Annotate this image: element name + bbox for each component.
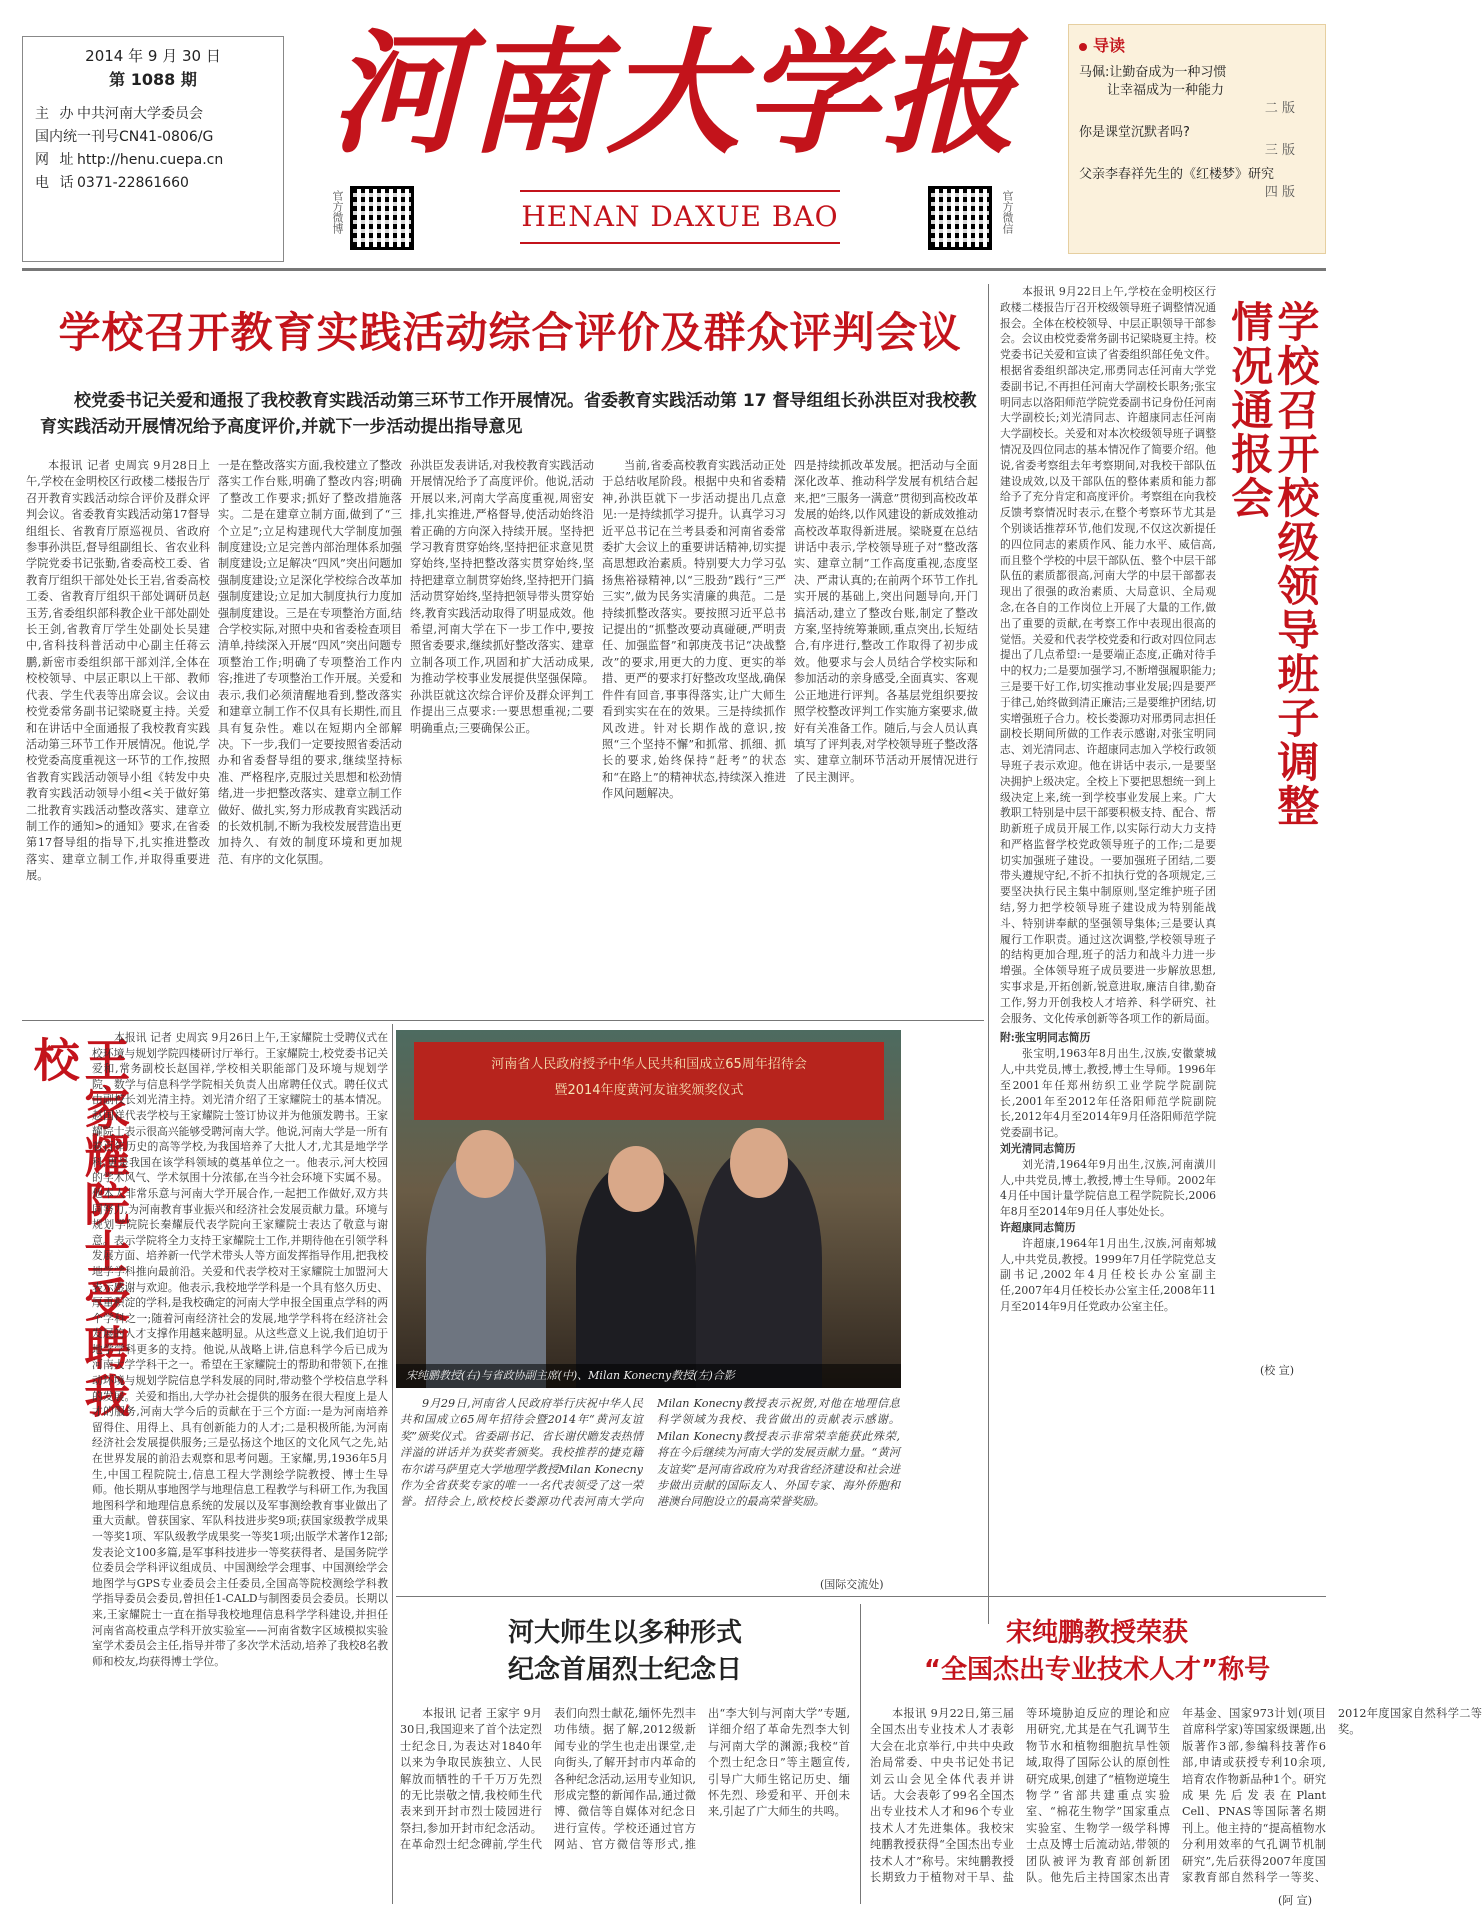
main-column: 本报讯 记者 史周宾 9月28日上午,学校在金明校区行政楼二楼报告厅召开教育实践活动综合评价及群众评判会议。省委教育实践活动第17督导组组长、省教育厅原巡视员、省政府参事孙洪臣,督导组副组长、省农业科学院党委书记张勤,省委高校工委、省教育厅组织干部处处长王岩,省委高校工委、省教育厅组织干部处调研员赵玉芳,省委组织部科教企业干部处副处长王剑,省教育厅学生处副处长吴建中,省科技科普活动中心副主任蒋云鹏,新密市委组织部干部刘洋,全体在校校领导、中层正职以上干部、教师代表、学生代表等出席会议。会议由校党委常务副书记梁晓夏主持。关爱和在讲话中全面通报了我校教育实践活动第三环节工作开展情况。他说,学校党委高度重视这一环节的工作,按照省教育实践活动领导小组《转发中央教育实践活动领导小组<关于做好第二批教育实践活动整改落实、建章立制工作的通知>的通知》要求,在省委第17督导组的指导下,扎实推进整改落实、建章立制工作,并取得重要进展。 xyxy=(26,459,210,883)
masthead-info-box xyxy=(22,36,284,262)
issue-number: 第 1088 期 xyxy=(109,70,197,89)
info-row: 网 址http://henu.cuepa.cn xyxy=(35,152,224,168)
photo-story-body: 9月29日,河南省人民政府举行庆祝中华人民共和国成立65周年招待会暨2014年“黄河友谊奖”颁奖仪式。省委副书记、省长谢伏瞻发表热情洋溢的讲话并为获奖者颁奖。我校推荐的捷克籍布尔诺马萨里克大学地理学教授Milan Konecny作为全省获奖专家的唯一一名代表领受了这一荣誉。招待会上,欧校校长娄源功代表河南大学向Milan Konecny教授表示祝贺,对他在地理信息科学领域为我校、我省做出的贡献表示感谢。Milan Konecny教授表示非常荣幸能获此殊荣,将在今后继续为河南大学的发展贡献力量。“黄河友谊奖”是河南省政府为对我省经济建设和社会进步做出贡献的国际友人、外国专家、海外侨胞和港澳台同胞设立的最高荣誉奖励。 xyxy=(400,1397,900,1509)
guide-item[interactable]: 马佩:让勤奋成为一种习惯 让幸福成为一种能力 二 版 xyxy=(1079,65,1295,116)
martyr-headline: 河大师生以多种形式 纪念首届烈士纪念日 xyxy=(507,1618,742,1685)
wechat-qr-code-icon[interactable] xyxy=(928,186,992,250)
info-row: 电 话0371-22861660 xyxy=(35,175,189,191)
main-subhead: 校党委书记关爱和通报了我校教育实践活动第三环节工作开展情况。省委教育实践活动第 17 督导组组长孙洪臣对我校教育实践活动开展情况给予高度评价,并就下一步活动提出指导意见 xyxy=(40,391,977,437)
column-divider xyxy=(860,1604,861,1904)
bio-title: 刘光清同志简历 xyxy=(1000,1142,1076,1156)
bio-text: 许超康,1964年1月出生,汉族,河南郏城人,中共党员,教授。1999年7月任学院党总支副书记,2002年4月任校长办公室副主任,2007年4月任校长办公室主任,2008年11月至2014年9月任党政办公室主任。 xyxy=(1000,1236,1216,1313)
guide-item[interactable]: 父亲李春祥先生的《红楼梦》研究 四 版 xyxy=(1079,167,1295,200)
guide-item[interactable]: 你是课堂沉默者吗? 三 版 xyxy=(1079,125,1295,158)
person-center-head xyxy=(608,1146,664,1212)
info-row: 国内统一刊号CN41-0806/G xyxy=(35,129,214,145)
main-column: 当前,省委高校教育实践活动正处于总结收尾阶段。根据中央和省委精神,孙洪臣就下一步活动提出几点意见:一是持续抓学习提升。认真学习习近平总书记在兰考县委和河南省委常委扩大会议上的重要讲话精神,切实提高思想政治素质。特别要大力学习弘扬焦裕禄精神,以“三股劲”践行“三严三实”,做为民务实清廉的典范。二是持续抓整改落实。要按照习近平总书记提出的“抓整改要动真碰硬,严明责任、加强监督”和郭庚茂书记“决战整改”的要求,用更大的力度、更实的举措、更严的要求打好整改攻坚战,确保件件有回音,事事得落实,让广大师生看到实实在在的效果。三是持续抓作风改进。针对长期作战的意识,按照“三个坚持不懈”和抓常、抓细、抓长的要求,始终保持“赶考”的状态和“在路上”的精神状态,持续深入推进作风问题解决。 xyxy=(602,459,786,801)
bio-title: 许超康同志简历 xyxy=(1000,1221,1076,1235)
section-divider xyxy=(22,1020,984,1021)
column-divider xyxy=(392,1024,393,1904)
photo-caption: 宋纯鹏教授(右)与省政协副主席(中)、Milan Konecny教授(左)合影 xyxy=(396,1364,901,1388)
pin-icon xyxy=(1079,43,1087,51)
award-body: 本报讯 9月22日,第三届全国杰出专业技术人才表彰大会在北京举行,中共中央政治局常委、中央书记处书记刘云山会见全体代表并讲话。大会表彰了99名全国杰出专业技术人才和96个专业技术人才先进集体。我校宋纯鹏教授获得“全国杰出专业技术人才”称号。宋纯鹏教授长期致力于植物对干旱、盐等环境胁迫反应的理论和应用研究,尤其是在气孔调节生物节水和植物细胞抗旱性领域,取得了国际公认的原创性研究成果,创建了“植物逆境生物学”省部共建重点实验室、“棉花生物学”国家重点实验室、生物学一级学科博士点及博士后流动站,带领的团队被评为教育部创新团队。他先后主持国家杰出青年基金、国家973计划(项目首席科学家)等国家级课题,出版著作3部,参编科技著作6部,申请或获授专利10余项,培育农作物新品种1个。研究成果先后发表在Plant Cell、PNAS等国际著名期刊上。他主持的“提高植物水分利用效率的气孔调节机制研究”,先后获得2007年度国家教育部自然科学一等奖、2012年度国家自然科学二等奖。 xyxy=(870,1707,1482,1885)
guide-box xyxy=(1068,24,1326,254)
bio-text: 刘光清,1964年9月出生,汉族,河南潢川人,中共党员,博士,教授,博士生导师。2002年4月任中国计量学院信息工程学院院长,2006年8月至2014年9月任人事处处长。 xyxy=(1000,1157,1216,1219)
guide-title: 导读 xyxy=(1079,33,1315,56)
section-divider xyxy=(396,1596,1326,1597)
main-column: 四是持续抓改革发展。把活动与全面深化改革、推动科学发展有机结合起来,把“三服务一满意”贯彻到高校改革发展的始终,以作风建设的新成效推动高校改革取得新进展。梁晓夏在总结讲话中表示,学校领导班子对“整改落实、建章立制”工作高度重视,态度坚决、严肃认真的;在前两个环节工作扎实开展的基础上,突出问题导向,开门搞活动,建立了整改台账,制定了整改方案,坚持统筹兼顾,重点突出,长短结合,有序进行,整改工作取得了初步成效。他要求与会人员结合学校实际和参加活动的亲身感受,全面真实、客观公正地进行评判。各基层党组织要按照学校整改评判工作实施方案要求,做好有关准备工作。随后,与会人员认真填写了评判表,对学校领导班子整改落实、建章立制环节活动开展情况进行了民主测评。 xyxy=(794,459,978,784)
newspaper-masthead-title: 河南大学报 xyxy=(330,14,1021,172)
issue-date: 2014 年 9 月 30 日 xyxy=(85,47,221,65)
masthead-rule xyxy=(520,190,840,192)
person-left-head xyxy=(456,1130,514,1198)
qr-label-wechat: 官方微信 xyxy=(1001,190,1014,234)
right-story-headline: 学校召开校级领导班子调整情况通报会 xyxy=(1225,300,1321,828)
bio-title: 附:张宝明同志简历 xyxy=(1000,1031,1091,1045)
info-row: 主 办中共河南大学委员会 xyxy=(35,106,203,122)
byline: (校 宣) xyxy=(1260,1364,1295,1377)
masthead-divider xyxy=(22,268,1326,271)
person-right-head xyxy=(730,1128,788,1198)
award-photo xyxy=(396,1030,901,1388)
bio-text: 张宝明,1963年8月出生,汉族,安徽蒙城人,中共党员,博士,教授,博士生导师。1996年至2001年任郑州纺织工业学院学院副院长,2001年至2012年任洛阳师范学院副院长,2012年4月至2014年9月任洛阳师范学院党委副书记。 xyxy=(1000,1047,1216,1140)
martyr-body: 本报讯 记者 王家宇 9月30日,我国迎来了首个法定烈士纪念日,为表达对1840年以来为争取民族独立、人民解放而牺牲的千千万万先烈的无比崇敬之情,我校师生代表来到开封市烈士陵园进行祭扫,参加开封市纪念活动。在革命烈士纪念碑前,学生代表们向烈士献花,缅怀先烈丰功伟绩。据了解,2012级新闻专业的学生也走出课堂,走向街头,了解开封市内革命的各种纪念活动,运用专业知识,形成完整的新闻作品,通过微博、微信等自媒体对纪念日进行宣传。学校还通过官方网站、官方微信等形式,推出“李大钊与河南大学”专题,详细介绍了革命先烈李大钊与河南大学的渊源;我校“首个烈士纪念日”等主题宣传,引导广大师生铭记历史、缅怀先烈、珍爱和平、开创未来,引起了广大师生的共鸣。 xyxy=(400,1707,850,1852)
qr-label-weibo: 官方微博 xyxy=(331,190,344,234)
left-story-headline: 王家耀院士受聘我校 xyxy=(26,1036,132,1420)
column-divider xyxy=(988,284,989,1624)
byline: (国际交流处) xyxy=(820,1578,884,1591)
byline: (阿 宣) xyxy=(1278,1894,1313,1907)
left-story-body: 本报讯 记者 史周宾 9月26日上午,王家耀院士受聘仪式在校环境与规划学院四楼研讨厅举行。王家耀院士,校党委书记关爱和,常务副校长赵国祥,学校相关职能部门及环境与规划学院、数学与信息科学学院相关负责人出席聘任仪式。聘任仪式由副校长刘光清主持。刘光清介绍了王家耀院士的基本情况。赵国祥代表学校与王家耀院士签订协议并为他颁发聘书。王家耀院士表示很高兴能够受聘河南大学。他说,河南大学是一所有着百年历史的高等学校,为我国培养了大批人才,尤其是地学学科,更是我国在该学科领域的奠基单位之一。他表示,河大校园的学术风气、学术氛围十分浓郁,在当今社会环境下实属不易。他本人非常乐意与河南大学开展合作,一起把工作做好,双方共同努力,为河南教育事业振兴和经济社会发展贡献力量。环境与规划学院院长秦耀辰代表学院向王家耀院士表达了敬意与谢意。表示学院将全力支持王家耀院士工作,并期待他在引领学科发展方面、培养新一代学术带头人等方面发挥指导作用,把我校地学学科推向最前沿。关爱和代表学校对王家耀院士加盟河大表示感谢与欢迎。他表示,我校地学学科是一个具有悠久历史、厚重积淀的学科,是我校确定的河南大学申报全国重点学科的两个学科之一;随着河南经济社会的发展,地学学科将在经济社会发展的人才支撑作用越来越明显。从这些意义上说,我们迫切于地学学科更多的支持。他说,从战略上讲,信息科学今后已成为河南大学学科干之一。希望在王家耀院士的帮助和带领下,在推动环境与规划学院信息学科发展的同时,带动整个学校信息学科的发展。关爱和指出,大学办社会提供的服务在很大程度上是人才的服务,河南大学今后的贡献在于三个方面:一是为河南培养留得住、用得上、具有创新能力的人才;二是积极所能,为河南经济社会发展提供服务;三是弘扬这个地区的文化风气之先,站在世界发展的前沿去观察和思考问题。王家耀,男,1936年5月生,中国工程院院士,信息工程大学测绘学院教授、博士生导师。他长期从事地图学与地理信息工程教学与科研工作,为我国地图科学和地理信息系统的发展以及军事测绘教育事业做出了重大贡献。曾获国家、军队科技进步奖9项;获国家级教学成果一等奖1项、军队级教学成果奖一等奖1项;出版学术著作12部;发表论文100多篇,是军事科技进步一等奖获得者、是国务院学位委员会学科评议组成员、中国测绘学会理事、中国测绘学会地图学与GPS专业委员会主任委员,全国高等院校测绘学科教学指导委员会委员,曾担任1-CALD与制图委员会委员。长期以来,王家耀院士一直在指导我校地理信息科学学科建设,并担任河南省高校重点学科开放实验室——河南省数字区域模拟实验室学术委员会主任,指导并带了多次学术活动,培养了我校8名教师和校友,均获得博士学位。 xyxy=(92,1031,388,1668)
main-column: 孙洪臣发表讲话,对我校教育实践活动开展情况给予了高度评价。他说,活动开展以来,河南大学高度重视,周密安排,扎实推进,严格督导,使活动始终沿着正确的方向深入持续开展。坚持把学习教育贯穿始终,坚持把征求意见贯穿始终,坚持把整改落实贯穿始终,坚持把建章立制贯穿始终,坚持把开门搞活动贯穿始终,坚持把领导带头贯穿始终,教育实践活动取得了明显成效。他希望,河南大学在下一步工作中,要按照省委要求,继续抓好整改落实、建章立制各项工作,巩固和扩大活动成果,为推动学校事业发展提供坚强保障。孙洪臣就这次综合评价及群众评判工作提出三点要求:一要思想重视;二要明确重点;三要确保公正。 xyxy=(410,459,594,735)
main-column: 一是在整改落实方面,我校建立了整改落实工作台账,明确了整改内容;明确了整改工作要求;抓好了整改措施落实。二是在建章立制方面,做到了“三个立足”;立足构建现代大学制度加强制度建设;立足完善内部治理体系加强制度建设;立足解决“四风”突出问题加强制度建设;立足深化学校综合改革加强制度建设;立足加大制度执行力度加强制度建设。三是在专项整治方面,结合学校实际,对照中央和省委检查项目清单,持续深入开展“四风”突出问题专项整治工作;明确了专项整治工作内容;推进了专项整治工作开展。关爱和表示,我们必须清醒地看到,整改落实和建章立制工作不仅具有长期性,而且具有复杂性。难以在短期内全部解决。下一步,我们一定要按照省委活动办和省委督导组的要求,继续坚持标准、严格程序,克服过关思想和松劲情绪,进一步把整改落实、建章立制工作做好、做扎实,努力形成教育实践活动的长效机制,不断为我校发展营造出更加持久、有效的制度环境和更加规范、有序的文化氛围。 xyxy=(218,459,402,866)
photo-banner: 河南省人民政府授予中华人民共和国成立65周年招待会 暨2014年度黄河友谊奖颁奖仪式 xyxy=(414,1042,884,1120)
masthead-rule xyxy=(520,242,840,244)
main-headline: 学校召开教育实践活动综合评价及群众评判会议 xyxy=(58,308,962,357)
weibo-qr-code-icon[interactable] xyxy=(350,186,414,250)
right-story-body: 本报讯 9月22日上午,学校在金明校区行政楼二楼报告厅召开校级领导班子调整情况通报会。全体在校校领导、中层正职领导干部参会。会议由校党委常务副书记梁晓夏主持。校党委书记关爱和宣读了省委组织部任免文件。根据省委组织部决定,邢勇同志任河南大学党委副书记,不再担任河南大学副校长职务;张宝明同志以洛阳师范学院党委副书记身份任河南大学副校长;刘光清同志、许超康同志任河南大学副校长。关爱和对本次校级领导班子调整情况及四位同志的基本情况作了简要介绍。他说,省委考察组去年考察期间,对我校干部队伍建设成效,以及干部队伍的整体素质和能力都给予了充分肯定和高度评价。考察组在向我校反馈考察情况时表示,在整个考察环节尤其是个别谈话推荐环节,他们发现,不仅这次新提任的四位同志的素质作风、能力水平、威信高,而且整个学校的中层干部队伍、整个中层干部队伍的素质都很高,河南大学的中层干部都表现出了很强的政治素质、大局意识、全局观念,在各自的工作岗位上开展了大量的工作,做出了重要的贡献,在考察工作中表现出很高的觉悟。关爱和代表学校党委和行政对四位同志提出了几点希望:一是要端正态度,正确对待手中的权力;二是要加强学习,不断增强履职能力;三是要干好工作,切实推动事业发展;四是要严于律己,始终做到清正廉洁;三是要维护团结,切实增强班子合力。校长娄源功对邢勇同志担任副校长期间所做的工作表示感谢,对张宝明同志、刘光清同志、许超康同志加入学校行政领导班子表示欢迎。他在讲话中表示,一是要坚决拥护上级决定。全校上下要把思想统一到上级决定上来,统一到学校事业发展上来。广大教职工特别是中层干部要积极支持、配合、帮助新班子成员开展工作,以实际行动大力支持和严格监督学校党政领导班子的工作;二是要切实加强班子建设。一要加强班子团结,二要带头遵规守纪,不折不扣执行党的各项规定,三要坚决执行民主集中制原则,坚定维护班子团结,努力把学校领导班子建设成为特别能战斗、特别讲奉献的坚强领导集体;三是要认真履行工作职责。通过这次调整,学校领导班子的结构更加合理,班子的活力和战斗力进一步增强。全体领导班子成员要进一步解放思想,实事求是,开拓创新,锐意进取,廉洁自律,勤奋工作,努力开创我校人才培养、科学研究、社会服务、文化传承创新等各项工作的新局面。 附:张宝明同志简历 张宝明,1963年8月出生,汉族,安徽蒙城人,中共党员,博士,教授,博士生导师。1996年至2001年任郑州纺织工业学院学院副院长,2001年至2012年任洛阳师范学院副院长,2012年4月至2014年9月任洛阳师范学院党委副书记。 刘光清同志简历 刘光清,1964年9月出生,汉族,河南潢川人,中共党员,博士,教授,博士生导师。2002年4月任中国计量学院信息工程学院院长,2006年8月至2014年9月任人事处处长。 许超康同志简历 许超康,1964年1月出生,汉族,河南郏城人,中共党员,教授。1999年7月任学院党总支副书记,2002年4月任校长办公室副主任,2007年4月任校长办公室主任,2008年11月至2014年9月任党政办公室主任。 xyxy=(1000,285,1216,1313)
masthead-pinyin: HENAN DAXUE BAO xyxy=(521,200,839,233)
award-headline: 宋纯鹏教授荣获 “全国杰出专业技术人才”称号 xyxy=(923,1618,1271,1685)
